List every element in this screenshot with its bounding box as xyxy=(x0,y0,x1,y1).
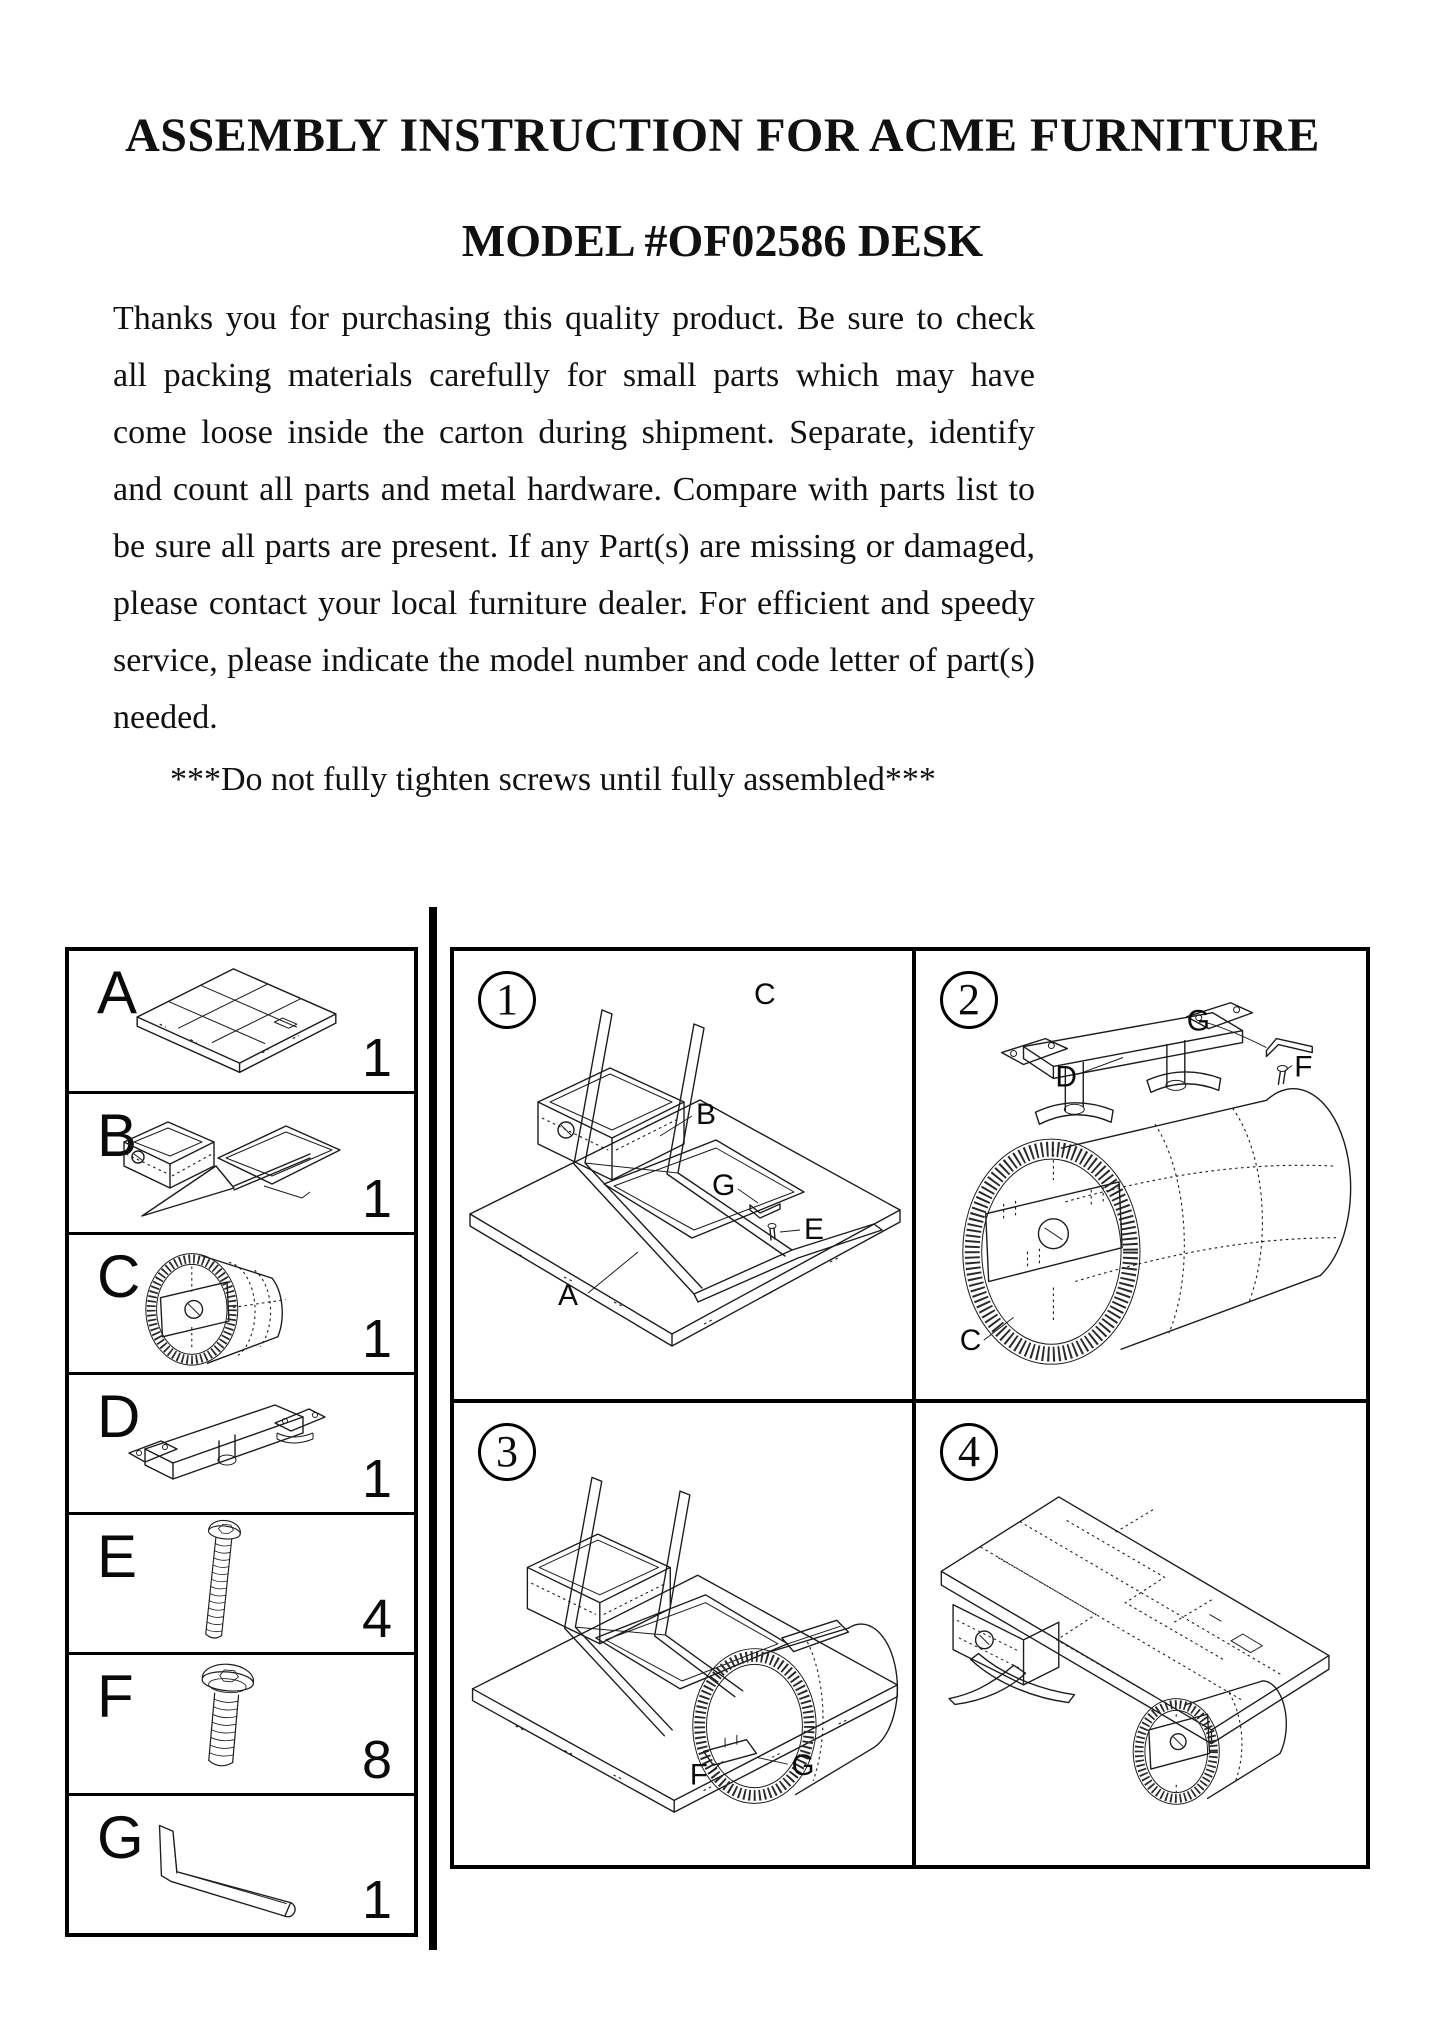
part-qty: 1 xyxy=(361,1308,392,1369)
step-1-label-a: A xyxy=(558,1279,579,1312)
step-1-panel xyxy=(454,951,912,1399)
step-2-label-d: D xyxy=(1055,1060,1077,1094)
model-subtitle: MODEL #OF02586 DESK xyxy=(461,215,984,266)
part-letter: B xyxy=(97,1102,138,1170)
step-4-number-badge: 4 xyxy=(940,1423,998,1481)
page-title: ASSEMBLY INSTRUCTION FOR ACME FURNITURE xyxy=(125,109,1320,162)
short-bolt-drawing xyxy=(181,1659,267,1789)
step-4-panel xyxy=(912,1399,1366,1865)
step-3-label-g: G xyxy=(791,1748,815,1782)
step-1-label-g: G xyxy=(712,1169,736,1202)
step-3-panel xyxy=(454,1399,912,1865)
step-2-label-f: F xyxy=(1294,1050,1313,1084)
part-qty: 4 xyxy=(361,1589,392,1650)
part-qty: 8 xyxy=(361,1729,392,1790)
part-letter: C xyxy=(97,1242,141,1310)
drum-base-drawing xyxy=(137,1239,317,1371)
part-letter: F xyxy=(97,1663,134,1731)
step-3-number-badge: 3 xyxy=(478,1423,536,1481)
part-qty: 1 xyxy=(361,1168,392,1229)
part-qty: 1 xyxy=(361,1028,392,1089)
part-row-c xyxy=(69,1232,414,1372)
step-2-number-badge: 2 xyxy=(940,971,998,1029)
part-letter: A xyxy=(97,959,138,1026)
intro-paragraph: Thanks you for purchasing this quality product. Be sure to check all packing materials carefully for small parts which may have come loose inside the carton during shipment. Separate, identify and count all parts and metal hardware. Compare with parts list to be sure all parts are present. If any Part(s) are missing or damaged, please contact your local furniture dealer. For efficient and speedy service, please indicate the model number and code letter of part(s) needed. xyxy=(113,300,1035,736)
part-row-e xyxy=(69,1512,414,1652)
part-row-f xyxy=(69,1652,414,1792)
desk-top-panel-drawing xyxy=(129,957,344,1075)
step-2-label-g: G xyxy=(1186,1004,1211,1038)
part-qty: 1 xyxy=(361,1449,392,1510)
part-letter: G xyxy=(97,1803,144,1871)
step-1-number-badge: 1 xyxy=(478,971,536,1029)
part-row-b xyxy=(69,1091,414,1231)
step-2-label-c: C xyxy=(959,1324,982,1358)
assembly-steps-grid xyxy=(450,947,1370,1869)
warning-note: ***Do not fully tighten screws until fully assembled*** xyxy=(170,761,936,798)
step-1-label-c: C xyxy=(754,978,776,1011)
part-qty: 1 xyxy=(361,1870,392,1930)
part-row-g xyxy=(69,1793,414,1933)
part-letter: D xyxy=(97,1382,141,1450)
step-2-panel xyxy=(912,951,1366,1399)
part-row-a xyxy=(69,951,414,1091)
allen-key-drawing xyxy=(131,1812,323,1920)
part-row-d xyxy=(69,1372,414,1512)
support-bracket-drawing xyxy=(127,1389,339,1501)
step-1-label-e: E xyxy=(804,1213,825,1246)
long-bolt-drawing xyxy=(187,1517,251,1651)
drawer-and-leg-frame-drawing xyxy=(114,1102,346,1224)
part-letter: E xyxy=(97,1523,138,1591)
vertical-divider xyxy=(429,907,437,1950)
step-3-label-f: F xyxy=(689,1758,708,1792)
parts-list-table xyxy=(65,947,418,1937)
step-1-label-b: B xyxy=(696,1098,717,1131)
